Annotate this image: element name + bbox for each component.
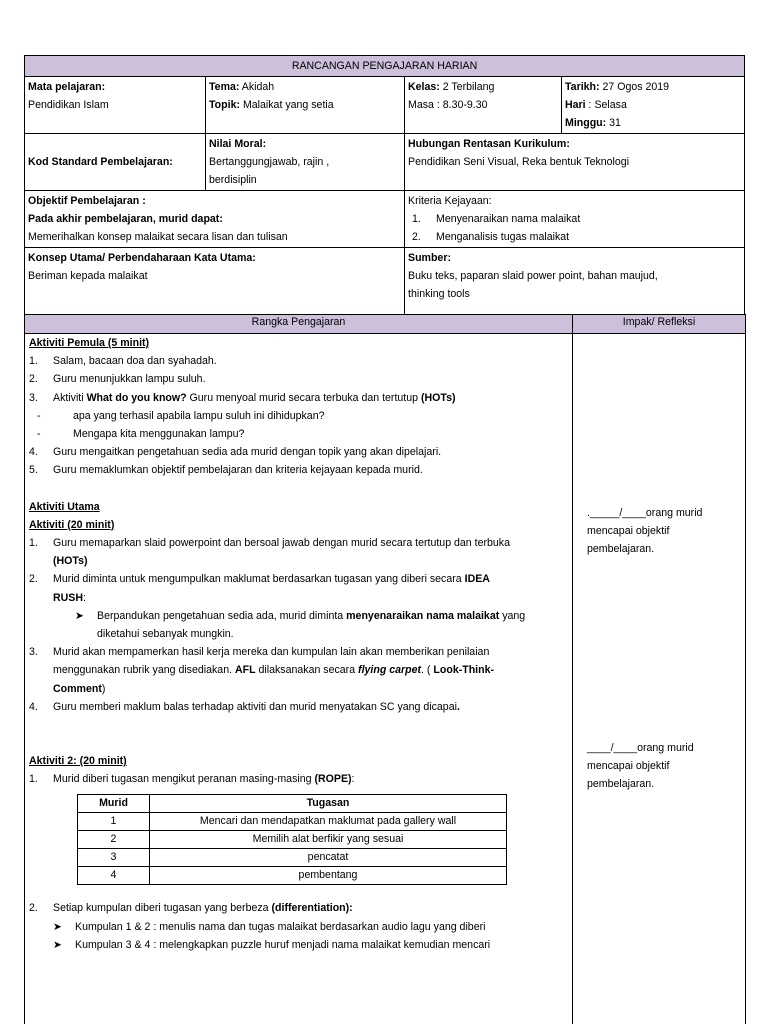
resources-cell: Sumber: Buku teks, paparan slaid power point, bahan maujud, thinking tools bbox=[405, 248, 745, 320]
arrow-item: ➤ Kumpulan 3 & 4 : melengkapkan puzzle huruf menjadi nama malaikat kemudian mencari bbox=[53, 938, 491, 951]
lesson-framework bbox=[24, 314, 746, 1024]
arrow-item: ➤ Berpandukan pengetahuan sedia ada, murid diminta menyenaraikan nama malaikat yang diketahui sebanyak mungkin. bbox=[75, 609, 526, 641]
arrow-item: ➤ Kumpulan 1 & 2 : menulis nama dan tugas malaikat berdasarkan audio lagu yang diberi bbox=[53, 920, 486, 933]
curriculum-link-cell: Hubungan Rentasan Kurikulum: Pendidikan Seni Visual, Reka bentuk Teknologi bbox=[405, 134, 745, 191]
table-row: 3 pencatat bbox=[78, 849, 507, 867]
activity1-title: Aktiviti (20 minit) bbox=[29, 518, 115, 531]
framework-column-title: Rangka Pengajaran bbox=[251, 316, 346, 328]
class-cell: Kelas: 2 Terbilang Masa : 8.30-9.30 bbox=[405, 77, 562, 134]
subject-cell: Mata pelajaran: Pendidikan Islam bbox=[25, 77, 206, 134]
starter-activity-title: Aktiviti Pemula (5 minit) bbox=[29, 337, 150, 349]
list-item: 1. Murid diberi tugasan mengikut peranan masing-masing (ROPE): bbox=[29, 773, 355, 786]
list-item: 1. Guru memaparkan slaid powerpoint dan bersoal jawab dengan murid secara tertutup dan terbuka (HOTs) bbox=[29, 537, 510, 568]
list-item: 3. Murid akan mempamerkan hasil kerja mereka dan kumpulan lain akan memberikan penilaian menggunakan rubrik yang disediakan. AFL dilaksanakan secara flying carpet. ( Look-Think- Comment) bbox=[29, 646, 495, 695]
table-row: 1 Mencari dan mendapatkan maklumat pada gallery wall bbox=[78, 813, 507, 831]
table-row: 2 Memilih alat berfikir yang sesuai bbox=[78, 831, 507, 849]
activity2-title: Aktiviti 2: (20 minit) bbox=[29, 755, 127, 768]
list-item: 1. Salam, bacaan doa dan syahadah. bbox=[29, 355, 217, 368]
list-item: 2. Setiap kumpulan diberi tugasan yang berbeza (differentiation): bbox=[29, 902, 353, 915]
framework-content bbox=[29, 334, 569, 954]
framework-header bbox=[25, 314, 745, 334]
standard-code-cell: Kod Standard Pembelajaran: bbox=[25, 134, 206, 191]
page-title: RANCANGAN PENGAJARAN HARIAN bbox=[25, 56, 745, 77]
main-activity-title: Aktiviti Utama bbox=[29, 500, 100, 513]
reflection-column-title: Impak/ Refleksi bbox=[622, 316, 696, 328]
column-divider bbox=[572, 314, 573, 1024]
success-criteria-cell: Kriteria Kejayaan: 1. Menyenaraikan nama malaikat 2. Menganalisis tugas malaikat bbox=[405, 191, 745, 248]
date-cell: Tarikh: 27 Ogos 2019 Hari : Selasa Minggu: 31 bbox=[562, 77, 745, 134]
list-item: 4. Guru memberi maklum balas terhadap aktiviti dan murid menyatakan SC yang dicapai. bbox=[29, 700, 460, 713]
list-item: 4. Guru mengaitkan pengetahuan sedia ada murid dengan topik yang akan dipelajari. bbox=[29, 446, 442, 459]
list-item: 2. Guru menunjukkan lampu suluh. bbox=[29, 373, 206, 386]
list-subitem: - Mengapa kita menggunakan lampu? bbox=[37, 428, 245, 441]
info-table bbox=[24, 55, 745, 320]
task-table bbox=[77, 794, 507, 885]
list-item: 5. Guru memaklumkan objektif pembelajaran dan kriteria kejayaan kepada murid. bbox=[29, 464, 423, 477]
objective-cell: Objektif Pembelajaran : Pada akhir pembelajaran, murid dapat: Memerihalkan konsep malaikat secara lisan dan tulisan bbox=[25, 191, 405, 248]
reflection-note-2: ____/____orang murid mencapai objektif pembelajaran. bbox=[587, 742, 694, 790]
theme-cell: Tema: Akidah Topik: Malaikat yang setia bbox=[206, 77, 405, 134]
table-row: 4 pembentang bbox=[78, 867, 507, 885]
reflection-note-1: ._____/____orang murid mencapai objektif pembelajaran. bbox=[587, 507, 703, 555]
main-concept-cell: Konsep Utama/ Perbendaharaan Kata Utama: Beriman kepada malaikat bbox=[25, 248, 405, 320]
list-item: 3. Aktiviti What do you know? Guru menyoal murid secara terbuka dan tertutup (HOTs) bbox=[29, 391, 456, 404]
list-item: 2. Murid diminta untuk mengumpulkan maklumat berdasarkan tugasan yang diberi secara IDEA RUSH: bbox=[29, 573, 490, 604]
moral-value-cell: Nilai Moral: Bertanggungjawab, rajin , berdisiplin bbox=[206, 134, 405, 191]
task-table-header: Murid Tugasan bbox=[78, 795, 507, 813]
list-subitem: - apa yang terhasil apabila lampu suluh ini dihidupkan? bbox=[37, 409, 325, 422]
